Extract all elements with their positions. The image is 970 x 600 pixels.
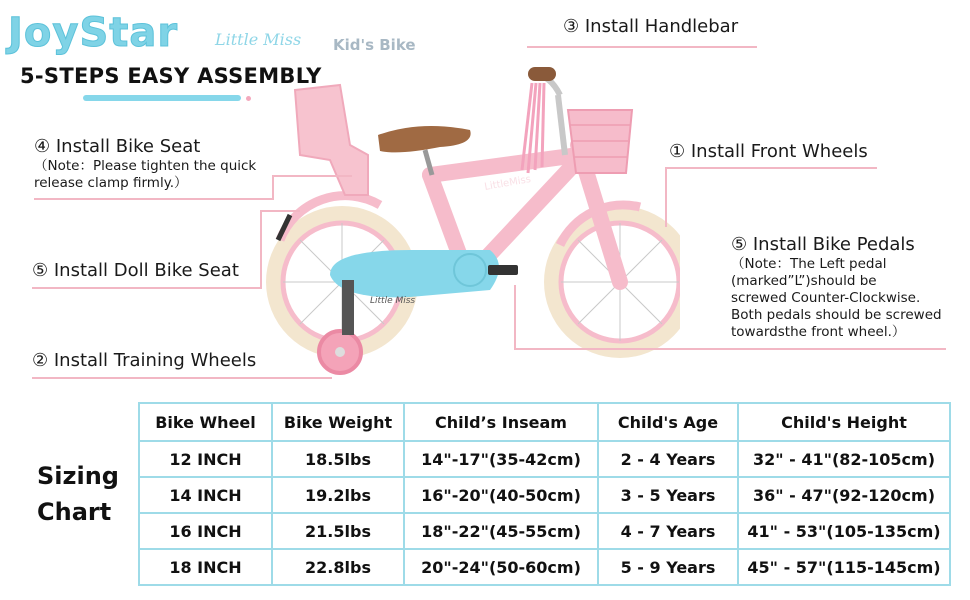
pedals-note-line2: (marked”L”)should be <box>731 273 877 289</box>
sizing-table <box>138 402 951 586</box>
table-row <box>139 513 950 549</box>
step-install-bike-pedals: ⑤ Install Bike Pedals <box>731 234 915 255</box>
cell-inseam: 16"-20"(40-50cm) <box>404 477 598 513</box>
sizing-chart-title <box>37 458 119 530</box>
cell-wheel: 12 INCH <box>139 441 272 477</box>
header-childs-height: Child's Height <box>738 403 950 441</box>
cell-age: 5 - 9 Years <box>598 549 738 585</box>
step-install-bike-seat: ④ Install Bike Seat <box>34 136 201 157</box>
header-childs-age: Child's Age <box>598 403 738 441</box>
cell-inseam: 20"-24"(50-60cm) <box>404 549 598 585</box>
frame-decal: LittleMiss <box>483 173 532 193</box>
pedals-note-line1: （Note：The Left pedal <box>731 256 887 272</box>
cell-weight: 21.5lbs <box>272 513 404 549</box>
bike-seat-note-line2: release clamp firmly.） <box>34 175 188 191</box>
bike-seat <box>378 126 471 152</box>
brand-sub-logo: Little Miss <box>215 30 302 49</box>
header-bike-wheel: Bike Wheel <box>139 403 272 441</box>
cell-wheel: 18 INCH <box>139 549 272 585</box>
cell-height: 41" - 53"(105-135cm) <box>738 513 950 549</box>
cell-inseam: 18"-22"(45-55cm) <box>404 513 598 549</box>
handlebar-grip <box>528 67 556 81</box>
cell-weight: 18.5lbs <box>272 441 404 477</box>
step-install-front-wheels: ① Install Front Wheels <box>669 141 868 162</box>
cell-inseam: 14"-17"(35-42cm) <box>404 441 598 477</box>
pedals-note-line4: Both pedals should be screwed <box>731 307 942 323</box>
cell-weight: 19.2lbs <box>272 477 404 513</box>
headline-underline <box>83 95 241 101</box>
step-install-handlebar: ③ Install Handlebar <box>563 16 739 37</box>
sizing-header-row <box>139 403 950 441</box>
table-row <box>139 441 950 477</box>
table-row <box>139 549 950 585</box>
header-bike-weight: Bike Weight <box>272 403 404 441</box>
cell-age: 3 - 5 Years <box>598 477 738 513</box>
bike-seat-note-line1: （Note：Please tighten the quick <box>34 158 257 174</box>
cell-height: 32" - 41"(82-105cm) <box>738 441 950 477</box>
cell-wheel: 14 INCH <box>139 477 272 513</box>
cell-height: 36" - 47"(92-120cm) <box>738 477 950 513</box>
cell-wheel: 16 INCH <box>139 513 272 549</box>
headline-dot <box>246 96 251 101</box>
doll-seat <box>295 85 368 195</box>
brand-logo: JoyStar <box>8 10 179 56</box>
brand-kids-label: Kid's Bike <box>333 36 416 54</box>
header-childs-inseam: Child’s Inseam <box>404 403 598 441</box>
sizing-title-line1: Sizing <box>37 462 119 490</box>
table-row <box>139 477 950 513</box>
pedals-note-line3: screwed Counter-Clockwise. <box>731 290 921 306</box>
step-install-training-wheels: ② Install Training Wheels <box>32 350 257 371</box>
sizing-title-line2: Chart <box>37 498 112 526</box>
cell-age: 2 - 4 Years <box>598 441 738 477</box>
cell-age: 4 - 7 Years <box>598 513 738 549</box>
cell-height: 45" - 57"(115-145cm) <box>738 549 950 585</box>
bike-illustration <box>260 55 680 385</box>
chain-guard-decal: Little Miss <box>370 296 416 306</box>
page-headline: 5-STEPS EASY ASSEMBLY <box>20 64 322 88</box>
cell-weight: 22.8lbs <box>272 549 404 585</box>
step-install-doll-bike-seat: ⑤ Install Doll Bike Seat <box>32 260 239 281</box>
pedals-note-line5: towardsthe front wheel.） <box>731 324 906 340</box>
